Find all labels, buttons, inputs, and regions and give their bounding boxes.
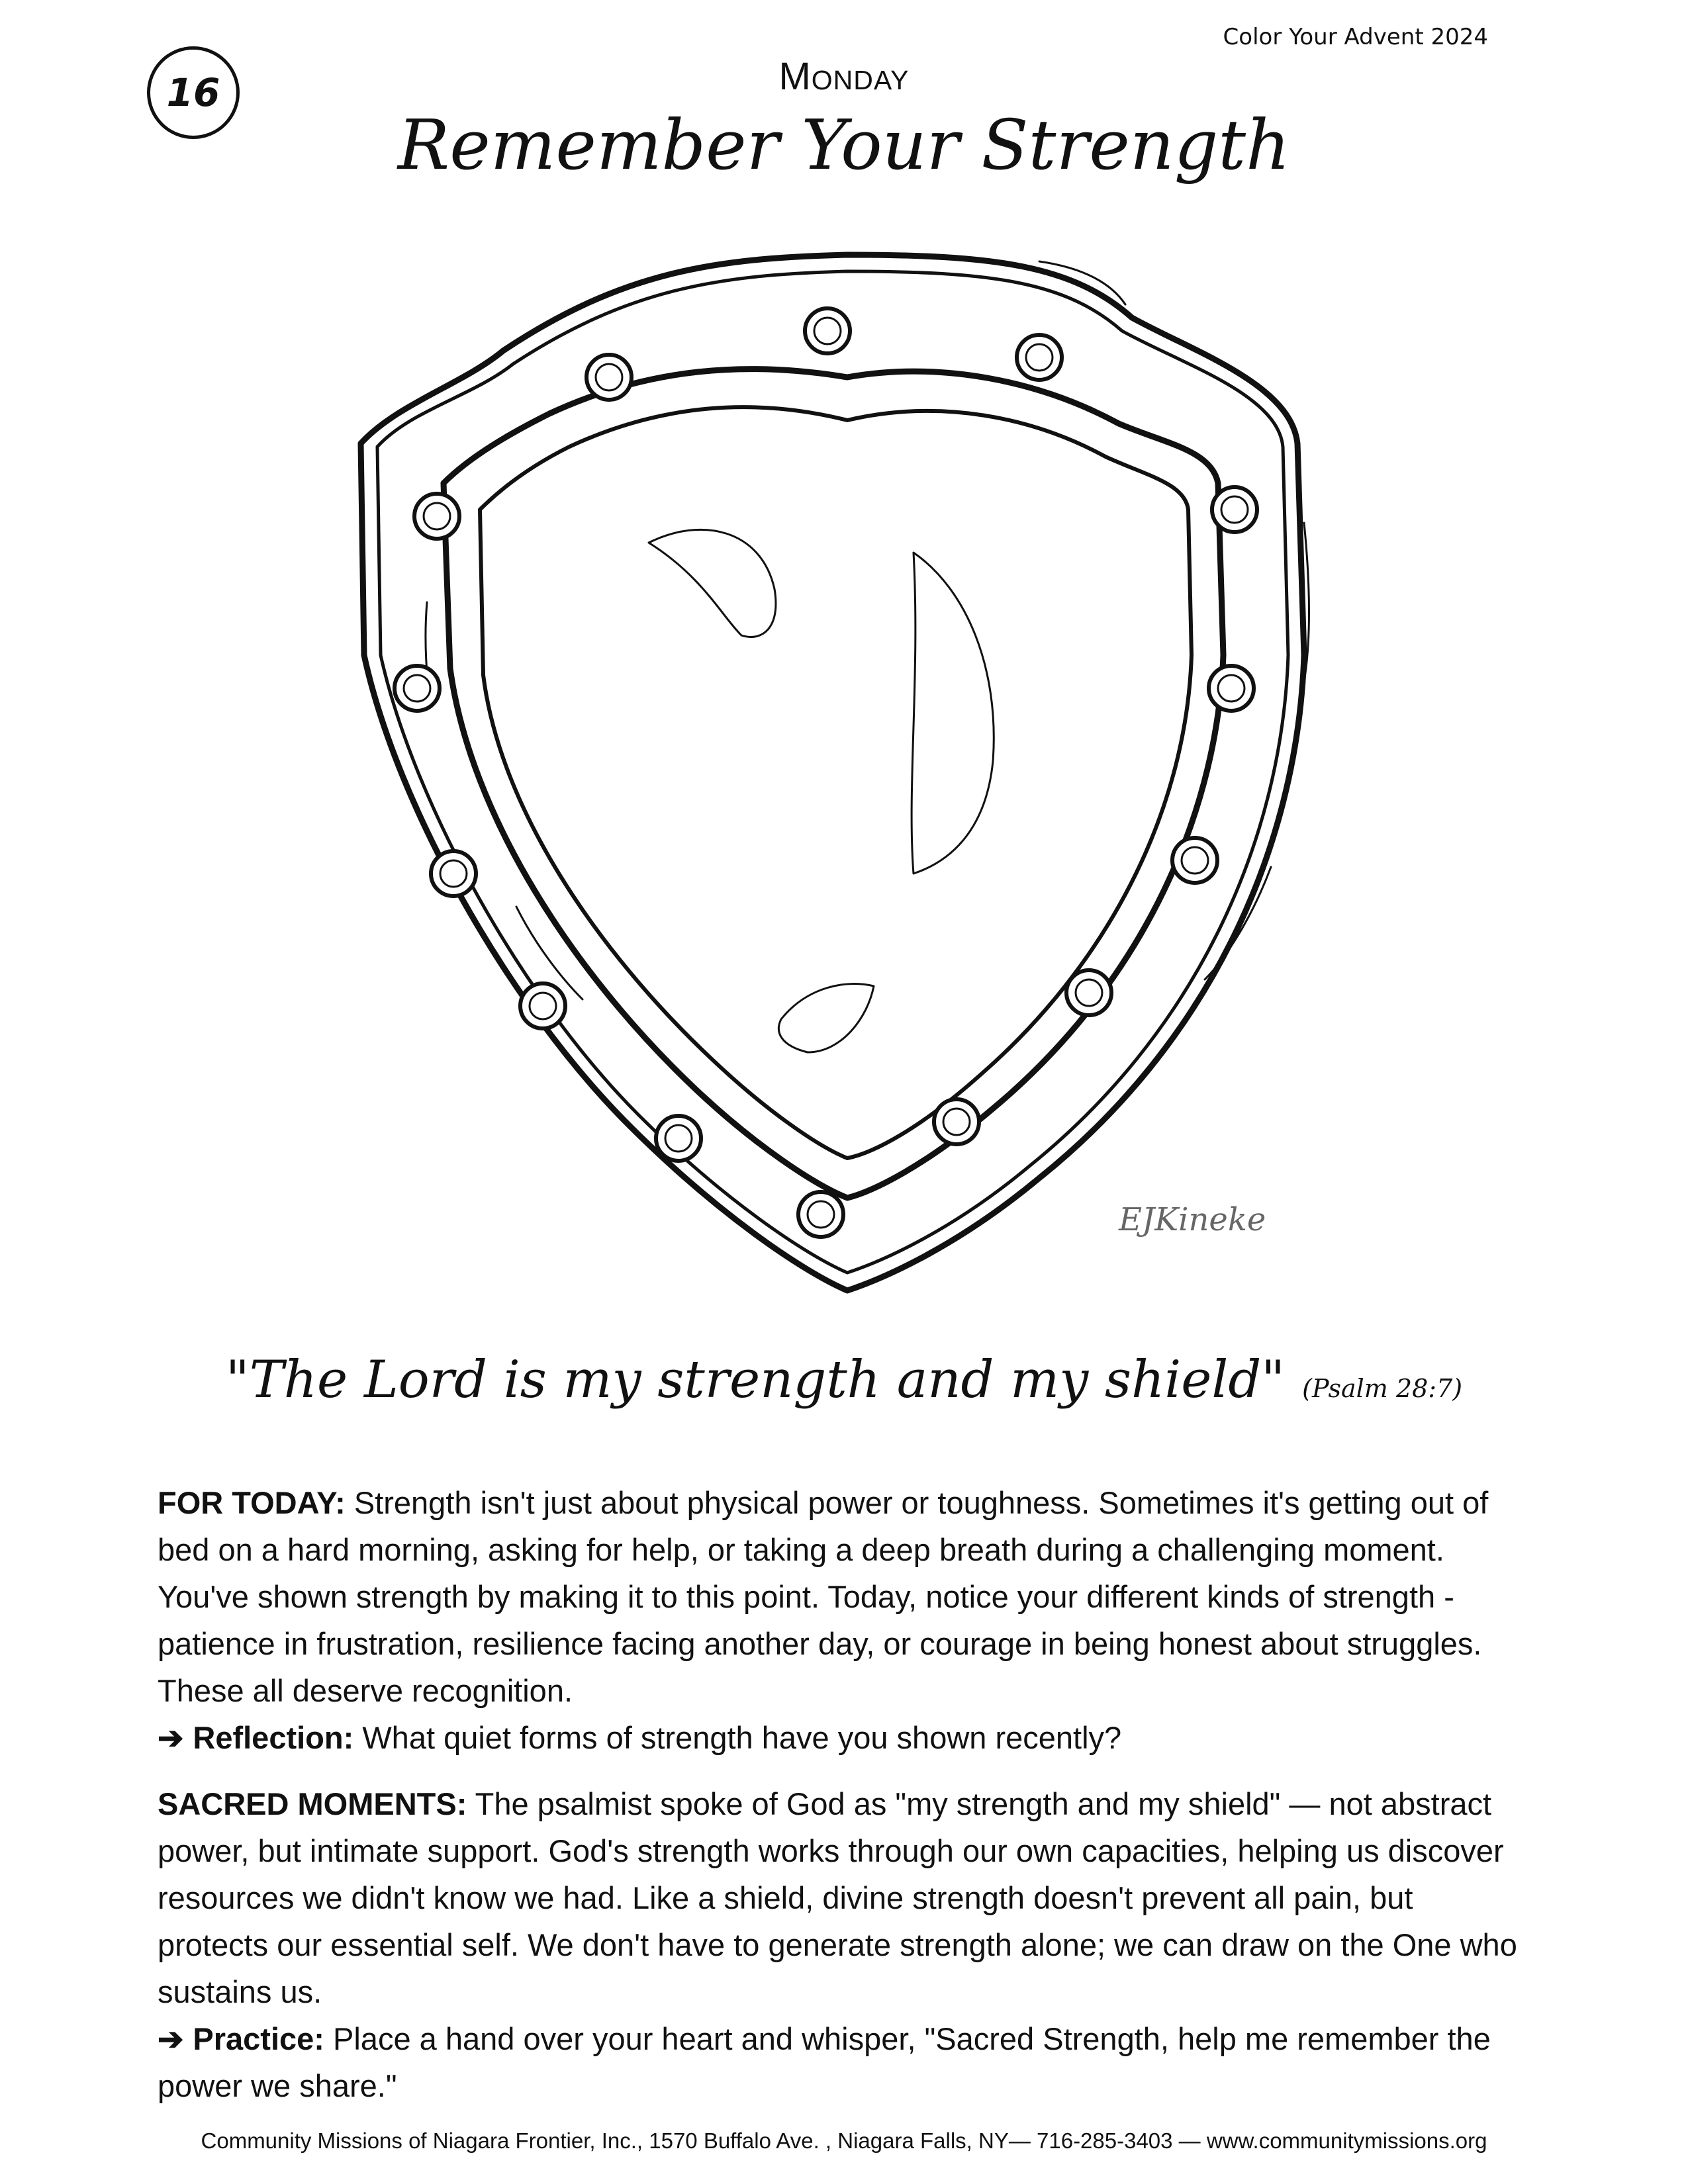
for-today-text: Strength isn't just about physical power or toughness. Sometimes it's getting out of bed on a hard morning, asking for help, or taking a deep breath during a challenging moment. You've shown strength by making it to this point. Today, notice your different kinds of strength - patience in frustration, resilience facing another day, or courage in being honest about struggles. These all deserve recognition. [158, 1485, 1489, 1708]
verse-reference: (Psalm 28:7) [1302, 1374, 1463, 1403]
arrow-right-icon: ➔ [158, 1720, 184, 1755]
day-number: 16 [166, 70, 220, 115]
reflection-prompt [158, 1714, 1528, 1761]
scripture-verse [0, 1350, 1688, 1410]
practice-prompt [158, 2015, 1528, 2109]
series-label: Color Your Advent 2024 [1223, 24, 1488, 50]
arrow-right-icon: ➔ [158, 2021, 184, 2056]
artist-signature: EJKineke [1119, 1201, 1266, 1238]
footer-contact: Community Missions of Niagara Frontier, Inc., 1570 Buffalo Ave. , Niagara Falls, NY— 716-285-3403 — www.communitymissions.org [201, 2128, 1487, 2153]
sacred-moments-section [158, 1780, 1528, 2109]
practice-label: Practice: [193, 2021, 324, 2056]
reflection-label: Reflection: [193, 1720, 354, 1755]
verse-text: "The Lord is my strength and my shield" [225, 1350, 1286, 1410]
for-today-section [158, 1479, 1528, 1761]
for-today-label: FOR TODAY: [158, 1485, 346, 1520]
reflection-text: What quiet forms of strength have you shown recently? [362, 1720, 1122, 1755]
sacred-moments-label: SACRED MOMENTS: [158, 1786, 467, 1821]
page-title: Remember Your Strength [397, 105, 1291, 185]
practice-text: Place a hand over your heart and whisper, "Sacred Strength, help me remember the power we share." [158, 2021, 1491, 2103]
sacred-moments-text: The psalmist spoke of God as "my strength and my shield" — not abstract power, but intimate support. God's strength works through our own capacities, helping us discover resources we didn't know we had. Like a shield, divine strength doesn't prevent all pain, but protects our essential self. We don't have to generate strength alone; we can draw on the One who sustains us. [158, 1786, 1517, 2009]
weekday-label: Monday [778, 55, 910, 98]
shield-icon [344, 245, 1350, 1317]
